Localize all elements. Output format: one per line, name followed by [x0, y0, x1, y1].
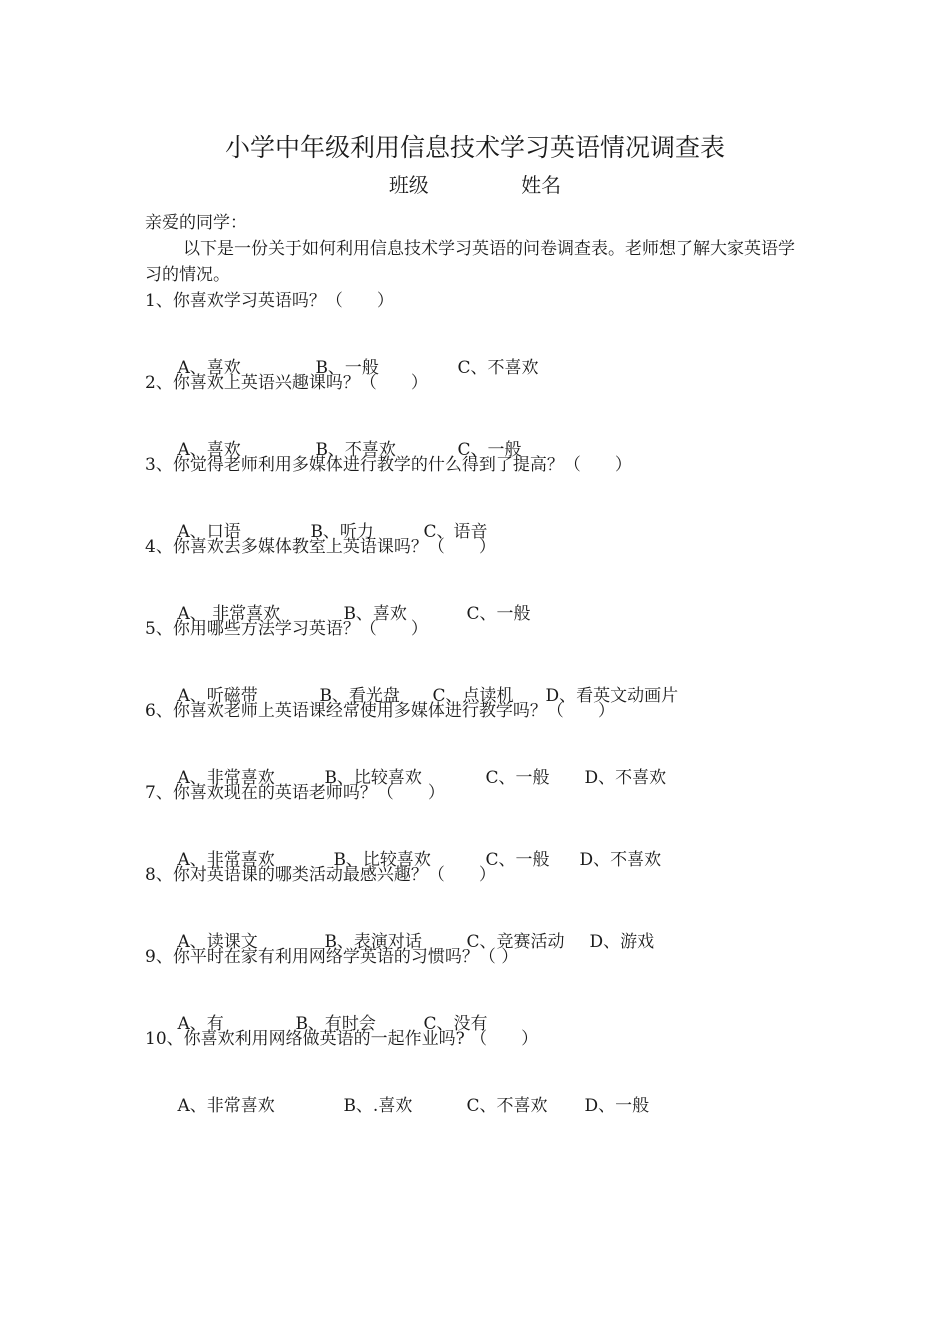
option-d: D、不喜欢: [584, 768, 667, 788]
option-a: A、听磁带: [177, 686, 258, 706]
option-b: B、.喜欢: [343, 1096, 413, 1116]
page-title: 小学中年级利用信息技术学习英语情况调查表: [224, 133, 725, 162]
survey-body: [145, 210, 810, 1116]
question-9-options: [145, 985, 810, 1034]
option-c: C、点读机: [432, 686, 514, 706]
option-b: B、听力: [310, 522, 374, 542]
option-a: A、非常喜欢: [177, 768, 275, 788]
option-c: C、一般: [485, 850, 550, 870]
question-block-2: [145, 370, 810, 460]
question-5-options: [145, 657, 810, 706]
option-d: D、游戏: [589, 932, 655, 952]
option-a: A、非常喜欢: [177, 1096, 275, 1116]
option-c: C、不喜欢: [466, 1096, 548, 1116]
question-10: 10、你喜欢利用网络做英语的一起作业吗? （ ）: [145, 1029, 539, 1049]
greeting: 亲爱的同学：: [145, 213, 247, 233]
option-b: B、一般: [315, 358, 379, 378]
question-10-options: [145, 1067, 810, 1116]
option-b: B、不喜欢: [315, 440, 396, 460]
question-2-options: [145, 411, 810, 460]
question-2: 2、你喜欢上英语兴趣课吗？（ ）: [145, 373, 428, 393]
option-c: C、语音: [423, 522, 488, 542]
question-block-7: [145, 780, 810, 870]
question-5: 5、你用哪些方法学习英语？（ ）: [145, 619, 428, 639]
question-block-10: [145, 1026, 810, 1116]
question-6-options: [145, 739, 810, 788]
question-7: 7、你喜欢现在的英语老师吗？（ ）: [145, 783, 445, 803]
question-1: 1、你喜欢学习英语吗？（ ）: [145, 291, 394, 311]
option-d: D、一般: [584, 1096, 650, 1116]
option-c: C、没有: [423, 1014, 488, 1034]
option-b: B、喜欢: [343, 604, 407, 624]
option-d: D、不喜欢: [579, 850, 662, 870]
option-a: A、非常喜欢: [177, 850, 275, 870]
question-block-6: [145, 698, 810, 788]
option-b: B、表演对话: [324, 932, 422, 952]
option-a: A、喜欢: [177, 440, 241, 460]
option-c: C、不喜欢: [457, 358, 539, 378]
question-3-options: [145, 493, 810, 542]
class-name-line: [0, 170, 950, 200]
question-4-options: [145, 575, 810, 624]
option-b: B、有时会: [295, 1014, 376, 1034]
option-c: C、竞赛活动: [466, 932, 565, 952]
option-b: B、比较喜欢: [333, 850, 431, 870]
question-6: 6、你喜欢老师上英语课经常使用多媒体进行教学吗？（ ）: [145, 701, 615, 721]
question-block-1: [145, 288, 810, 378]
option-b: B、比较喜欢: [324, 768, 422, 788]
question-block-5: [145, 616, 810, 706]
question-8: 8、你对英语课的哪类活动最感兴趣？（ ）: [145, 865, 496, 885]
option-a: A、 非常喜欢: [177, 604, 281, 624]
question-3: 3、你觉得老师利用多媒体进行教学的什么得到了提高？（ ）: [145, 455, 632, 475]
option-a: A、喜欢: [177, 358, 241, 378]
name-label: 姓名: [521, 173, 562, 197]
question-block-9: [145, 944, 810, 1034]
question-1-options: [145, 329, 810, 378]
question-7-options: [145, 821, 810, 870]
option-c: C、一般: [485, 768, 550, 788]
question-9: 9、你平时在家有利用网络学英语的习惯吗？（ ）: [145, 947, 519, 967]
option-c: C、一般: [457, 440, 522, 460]
option-d: D、看英文动画片: [545, 686, 679, 706]
question-block-3: [145, 452, 810, 542]
option-a: A、读课文: [177, 932, 258, 952]
question-8-options: [145, 903, 810, 952]
intro-paragraph: 以下是一份关于如何利用信息技术学习英语的问卷调查表。老师想了解大家英语学习的情况。: [145, 239, 795, 285]
question-block-4: [145, 534, 810, 624]
question-4: 4、你喜欢去多媒体教室上英语课吗？（ ）: [145, 537, 496, 557]
option-c: C、一般: [466, 604, 531, 624]
question-block-8: [145, 862, 810, 952]
class-label: 班级: [388, 173, 429, 197]
option-a: A、有: [177, 1014, 224, 1034]
option-a: A、口语: [177, 522, 241, 542]
option-b: B、看光盘: [319, 686, 400, 706]
